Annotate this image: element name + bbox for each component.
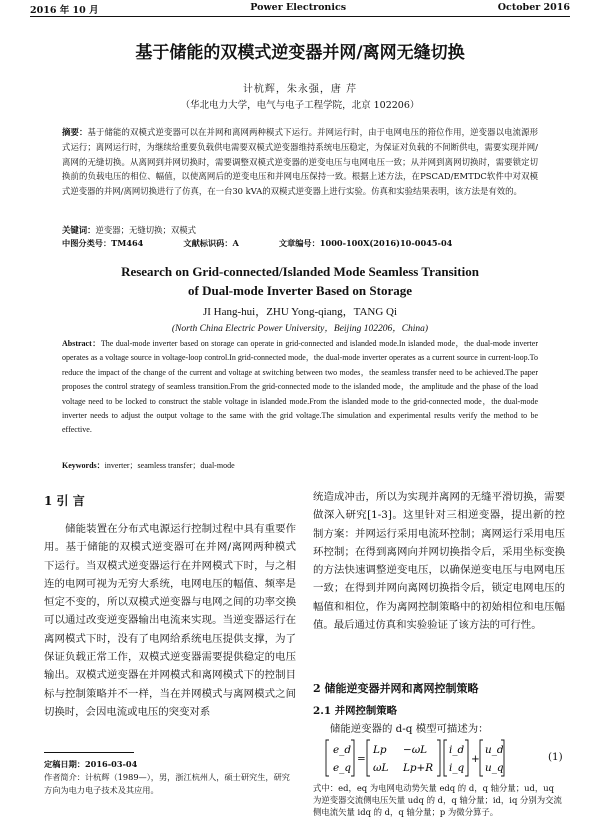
section-2-1-heading: 2.1 并网控制策略 — [313, 705, 398, 717]
eq-lhs-ed: e_d — [333, 744, 351, 756]
abstract-en-text: The dual-mode inverter based on storage can operate in grid-connected and islanded mode.In islanded mode，the dual-mode inverter operates as a voltage source in voltage-loop control.In grid-connected mode，the dual-mode inverter operates as a current source in current-loop.To reduce the impact of the change of the current and voltage at switching between two modes，the seamless transfer need to be achieved.The paper proposes the control strategy of seamless transition.From the grid-connected mode to the islanded mode，the amplitude and the phase of the load voltage need to be locked to construct the stable voltage in islanded mode.From the islanded mode to the grid-connected mode，the dual-mode inverter needs to adjust the output voltage to the same with the grid voltage.The simulation and experimental results verify the method to be effective. — [62, 339, 538, 435]
running-header — [30, 2, 570, 17]
eq-m21: ωL — [373, 762, 389, 774]
keywords-en — [62, 460, 538, 471]
authors-en: JI Hang-hui，ZHU Yong-qiang，TANG Qi — [202, 306, 398, 318]
abstract-cn-label: 摘要： — [62, 127, 88, 137]
section-1-text: 储能装置在分布式电源运行控制过程中具有重要作用。基于储能的双模式逆变器可在并网/离网两种模式下运行。当双模式逆变器运行在并网模式下时，与之相连的电网可视为无穷大系统，电网电压的幅值、频率是恒定不变的，所以双模式逆变器与电网之间的功率交换可以通过改变逆变器输出电流来实现。当逆变器运行在离网模式下时，没有了电网给系统电压提供支撑，为了保证负载正常工作，双模式逆变器需要提供稳定的电压输出。双模式逆变器在并网模式和离网模式下的控制目标与控制策略并不一样，当在并网模式与离网模式之间切换时，会因电流或电压的突变对系 — [44, 523, 296, 718]
section-1-heading: 1 引 言 — [44, 494, 85, 508]
abstract-cn — [62, 125, 538, 199]
header-date-cn: 2016 年 10 月 — [30, 5, 99, 16]
header-date-en: October 2016 — [497, 2, 570, 13]
abstract-en — [62, 337, 538, 438]
document-code: 文献标识码：A — [183, 238, 239, 248]
eq-lhs-eq: e_q — [333, 762, 351, 774]
keywords-en-label: Keywords： — [62, 461, 105, 470]
authors-cn: 计杭辉，朱永强，唐 芹 — [242, 84, 358, 95]
title-en-line-1: Research on Grid-connected/Islanded Mode Seamless Transition — [121, 264, 479, 279]
abstract-cn-text: 基于储能的双模式逆变器可以在并网和离网两种模式下运行。并网运行时，由于电网电压的箝位作用，逆变器以电流源形式运行；离网运行时，为继续给重要负载供电需要双模式逆变器维持系统电压稳定，为保证对负载的不间断供电，需要实现并网/离网的无缝切换。从离网到并网切换时，需要调整双模式逆变器的逆变电压与电网电压一致；从并网到离网切换时，需要锁定切换前的负载电压的相位、幅值，以使离网后的逆变电压和并网电压保持一致。根据上述方法，在PSCAD/EMTDC软件中对双模式逆变器的并网/离网切换进行了仿真，在一台30 kVA的双模式逆变器上进行实验。仿真和实验结果表明，该方法是有效的。 — [62, 127, 539, 197]
section-1-paragraph — [44, 520, 296, 721]
paper-title-cn: 基于储能的双模式逆变器并网/离网无缝切换 — [135, 43, 465, 63]
eq-m12: −ωL — [403, 744, 428, 756]
keywords-cn-label: 关键词： — [62, 225, 96, 235]
affiliation-cn: （华北电力大学，电气与电子工程学院，北京 102206） — [180, 100, 420, 111]
section-2-heading: 2 储能逆变器并网和离网控制策略 — [313, 682, 479, 695]
eq-equals: = — [357, 753, 366, 765]
eq-m11: Lp — [373, 744, 387, 756]
header-journal: Power Electronics — [250, 2, 347, 13]
right-column-paragraph: 统造成冲击，所以为实现并离网的无缝平滑切换，需要做深入研究[1-3]。这里针对三相逆变器，提出新的控制方案：并网运行采用电流环控制；离网运行采用电压环控制；在得到离网向并网切换指令后，采用坐标变换的方法快速调整逆变电压，以确保逆变电压与电网电压一致；在得到并网向离网切换指令后，锁定电网电压的幅值和相位，作为离网控制策略中的初始相位和电压幅值。最后通过仿真和实验验证了该方法的可行性。 — [313, 491, 565, 632]
equation-1 — [325, 737, 575, 779]
footnote — [44, 758, 296, 797]
eq-iq: i_q — [449, 762, 465, 774]
keywords-en-text: inverter；seamless transfer；dual-mode — [104, 461, 235, 470]
footnote-received: 定稿日期：2016-03-04 — [44, 759, 138, 769]
eq-id: i_d — [449, 744, 465, 756]
keywords-cn-text: 逆变器；无缝切换；双模式 — [95, 225, 196, 235]
paper-title-en — [0, 262, 600, 300]
article-number: 文章编号：1000-100X(2016)10-0045-04 — [278, 238, 453, 248]
keywords-cn — [62, 224, 538, 236]
title-en-line-2: of Dual-mode Inverter Based on Storage — [188, 283, 412, 298]
eq-uq: u_q — [485, 762, 504, 774]
eq-plus: + — [471, 753, 480, 765]
equation-where: 式中：ed，eq 为电网电动势矢量 edq 的 d，q 轴分量；ud，uq 为逆变器交流侧电压矢量 udq 的 d，q 轴分量；id，iq 分别为交流侧电流矢量 idq 的 d，q 轴分量；p 为微分算子。 — [313, 783, 562, 817]
clc-number: 中图分类号：TM464 — [62, 238, 144, 248]
eq-ud: u_d — [485, 744, 504, 756]
eq-m22: Lp+R — [403, 762, 434, 774]
footnote-author: 作者简介：计杭辉（1989—），男，浙江杭州人，硕士研究生，研究方向为电力电子技术及其应用。 — [44, 772, 290, 795]
affiliation-en: (North China Electric Power University，Beijing 102206，China) — [171, 324, 429, 334]
equation-intro: 储能逆变器的 d-q 模型可描述为： — [330, 723, 489, 735]
footnote-rule — [44, 752, 134, 753]
classification-row — [62, 238, 538, 249]
equation-number: (1) — [548, 751, 563, 763]
abstract-en-label: Abstract： — [62, 339, 101, 348]
